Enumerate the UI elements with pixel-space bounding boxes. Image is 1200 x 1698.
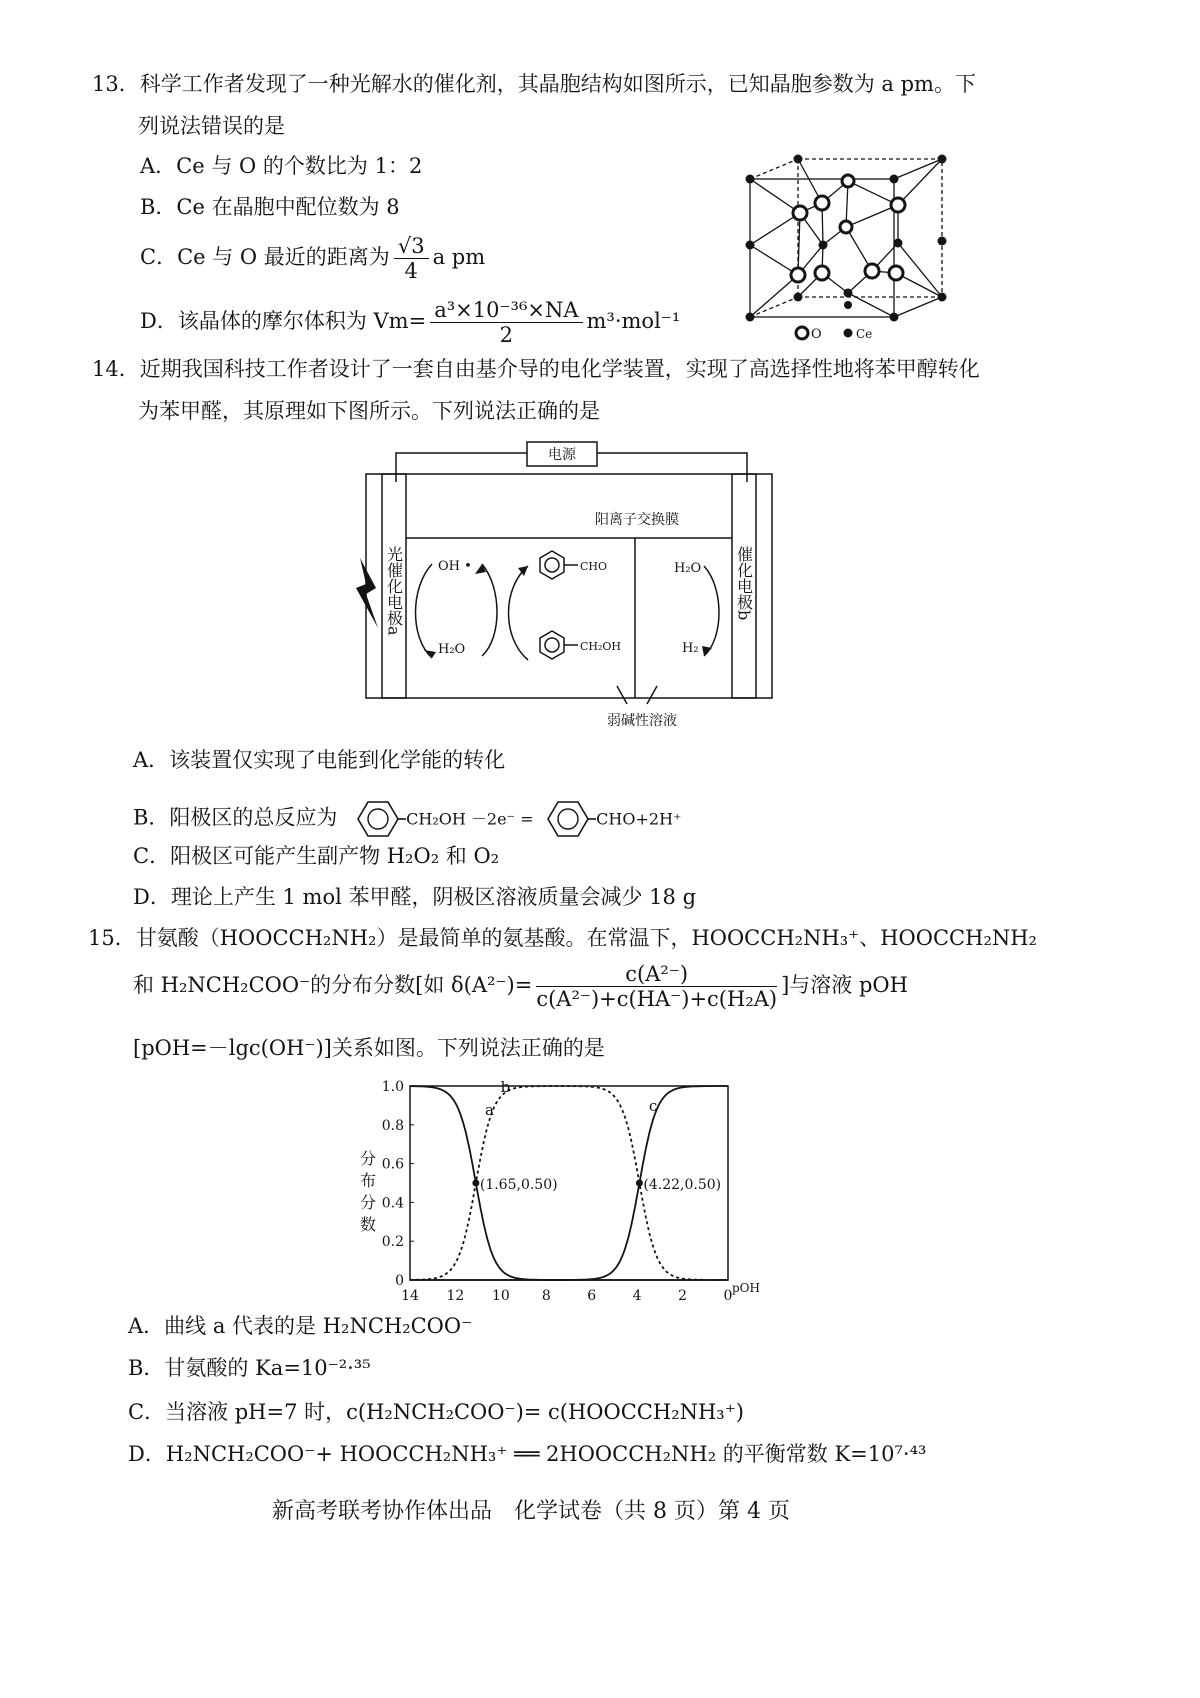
- y-tick-label: 0: [395, 1273, 404, 1289]
- q15-stem-line2: [133, 962, 908, 1011]
- x-tick-label: 10: [491, 1288, 510, 1304]
- q14-option-b-text: B．阳极区的总反应为: [133, 805, 338, 830]
- q13-option-c-unit: a pm: [432, 245, 486, 269]
- legend-o-label: O: [811, 327, 822, 342]
- power-supply-label: 电源: [548, 447, 576, 463]
- benzene-ring-icon: [540, 797, 596, 841]
- q14-option-a: A．该装置仅实现了电能到化学能的转化: [133, 748, 506, 772]
- x-tick-label: 2: [678, 1288, 688, 1304]
- data-point: [636, 1180, 643, 1187]
- q13-stem-line2: 列说法错误的是: [138, 114, 285, 138]
- q13-option-c-num: √3: [394, 234, 429, 259]
- q15-option-c: C．当溶液 pH=7 时，c(H₂NCH₂COO⁻)= c(HOOCCH₂NH₃⁺): [128, 1400, 744, 1424]
- crystal-cell-figure: [738, 145, 968, 345]
- h2-label: H₂: [682, 641, 699, 656]
- data-point-label: (1.65,0.50): [479, 1177, 558, 1193]
- q13-option-d: [140, 298, 680, 347]
- data-point: [472, 1180, 479, 1187]
- q14-option-b-reactant: CH₂OH －2e⁻ =: [406, 809, 534, 829]
- series-label-b: b: [500, 1077, 511, 1096]
- ch2oh-group-label: CH₂OH: [580, 640, 622, 653]
- q13-option-c-den: 4: [404, 259, 418, 283]
- q15-distribution-fraction: [536, 962, 777, 1011]
- y-tick-label: 0.2: [381, 1234, 404, 1251]
- q13-option-c-text: C．Ce 与 O 最近的距离为: [140, 245, 390, 269]
- electrode-a-label: 光催化电极a: [384, 546, 404, 636]
- legend-ce-label: Ce: [856, 327, 873, 341]
- q14-option-d: D．理论上产生 1 mol 苯甲醛，阴极区溶液质量会减少 18 g: [133, 885, 697, 909]
- q13-option-d-den: 2: [499, 323, 514, 347]
- oh-radical-label: OH •: [438, 559, 472, 574]
- q15-fraction-num: c(A²⁻): [536, 962, 777, 987]
- y-axis-label-char: 布: [359, 1171, 377, 1190]
- y-axis-label-char: 数: [359, 1215, 377, 1234]
- electrode-b-label: 催化电极b: [734, 546, 754, 621]
- benzene-ring-icon: [350, 797, 406, 841]
- q14-stem-line2: 为苯甲醛，其原理如下图所示。下列说法正确的是: [138, 399, 600, 423]
- q15-stem-line1: 15．甘氨酸（HOOCCH₂NH₂）是最简单的氨基酸。在常温下，HOOCCH₂NH₃⁺、HOOCCH₂NH₂: [88, 926, 1037, 950]
- x-tick-label: 8: [541, 1288, 551, 1304]
- data-point-label: (4.22,0.50): [643, 1177, 722, 1193]
- q13-option-d-fraction: [430, 298, 582, 347]
- q14-option-b: [133, 797, 681, 841]
- q13-option-b: B．Ce 在晶胞中配位数为 8: [140, 195, 400, 219]
- series-label-c: c: [648, 1097, 658, 1116]
- q15-option-b: B．甘氨酸的 Ka=10⁻²·³⁵: [128, 1356, 371, 1380]
- q13-option-d-num: a³×10⁻³⁶×NA: [430, 298, 582, 323]
- q13-option-c: [140, 234, 485, 283]
- y-tick-label: 0.6: [381, 1156, 404, 1173]
- q15-stem-line2-text: 和 H₂NCH₂COO⁻的分布分数[如 δ(A²⁻)=: [133, 973, 533, 997]
- y-tick-label: 1.0: [381, 1079, 404, 1095]
- q15-fraction-den: c(A²⁻)+c(HA⁻)+c(H₂A): [536, 987, 778, 1011]
- series-label-a: a: [485, 1101, 494, 1120]
- q13-stem-line1: 13．科学工作者发现了一种光解水的催化剂，其晶胞结构如图所示，已知晶胞参数为 a pm。下: [92, 72, 976, 96]
- solution-label: 弱碱性溶液: [607, 713, 677, 729]
- q15-option-a: A．曲线 a 代表的是 H₂NCH₂COO⁻: [128, 1314, 473, 1338]
- cho-group-label: CHO: [580, 560, 608, 573]
- y-tick-label: 0.4: [381, 1195, 404, 1212]
- page-footer: 新高考联考协作体出品 化学试卷（共 8 页）第 4 页: [272, 1499, 790, 1524]
- q14-option-b-product: CHO+2H⁺: [596, 809, 682, 829]
- h2o-left-label: H₂O: [438, 642, 466, 657]
- distribution-chart: [350, 1072, 770, 1312]
- x-tick-label: 12: [446, 1288, 465, 1304]
- q15-option-d: D．H₂NCH₂COO⁻+ HOOCCH₂NH₃⁺ ══ 2HOOCCH₂NH₂ 的平衡常数 K=10⁷·⁴³: [128, 1442, 927, 1466]
- q15-stem-line2-end: ]与溶液 pOH: [781, 973, 908, 997]
- x-tick-label: 4: [632, 1288, 642, 1304]
- x-tick-label: 14: [401, 1288, 419, 1304]
- q13-option-d-text: D．该晶体的摩尔体积为 Vm=: [140, 309, 427, 333]
- electrochemical-cell-figure: [352, 438, 792, 738]
- y-axis-label-char: 分: [359, 1193, 377, 1212]
- h2o-right-label: H₂O: [674, 561, 702, 576]
- q13-option-d-unit: m³·mol⁻¹: [586, 309, 681, 333]
- q13-option-a: A．Ce 与 O 的个数比为 1：2: [140, 154, 423, 178]
- y-tick-label: 0.8: [381, 1117, 404, 1134]
- x-tick-label: 0: [723, 1288, 733, 1304]
- q13-option-c-fraction: [394, 234, 429, 283]
- y-axis-label-char: 分: [359, 1149, 377, 1168]
- q14-stem-line1: 14．近期我国科技工作者设计了一套自由基介导的电化学装置，实现了高选择性地将苯甲醇转化: [92, 357, 980, 381]
- x-tick-label: 6: [587, 1288, 597, 1304]
- x-axis-label: pOH: [732, 1281, 760, 1295]
- membrane-label: 阳离子交换膜: [595, 512, 679, 528]
- q15-stem-line3: [pOH=－lgc(OH⁻)]关系如图。下列说法正确的是: [133, 1036, 605, 1060]
- q14-option-c: C．阳极区可能产生副产物 H₂O₂ 和 O₂: [133, 844, 500, 868]
